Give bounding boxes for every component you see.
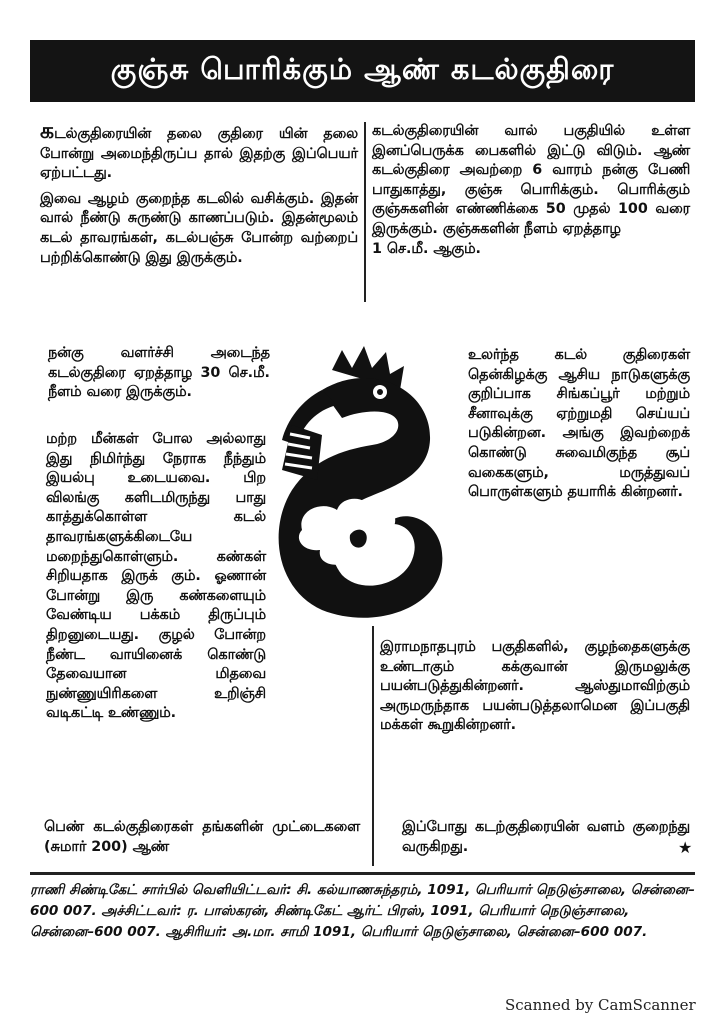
- column-divider-lower: [372, 626, 374, 866]
- right-column-top: [372, 122, 690, 265]
- left-column-mid: [48, 344, 270, 409]
- left-column-bottom: [44, 818, 360, 863]
- article-title: [30, 40, 695, 102]
- left-column-long: [46, 430, 266, 730]
- paragraph-decline: இப்போது கடற்குதிரையின் வளம் குறைந்து வருகிறது.: [402, 819, 690, 855]
- paragraph-export: உலர்ந்த கடல் குதிரைகள் தென்கிழக்கு ஆசிய நாடுகளுக்கு குறிப்பாக சிங்கப்பூர் மற்றும் சீனாவுக்கு ஏற்றுமதி செய்யப் படுகின்றன. அங்கு இவற்றைக் கொண்டு சுவைமிகுந்த சூப் வகைகளும், மருத்துவப் பொருள்களும் தயாரிக் கின்றனர்.: [468, 347, 690, 501]
- paragraph-medicine: இராமநாதபுரம் பகுதிகளில், குழந்தைகளுக்கு உண்டாகும் கக்குவான் இருமலுக்கு பயன்படுத்துகின்றனர். ஆஸ்துமாவிற்கும் அருமருந்தாக பயன்படுத்தலாமென இப்பகுதி மக்கள் கூறுகின்றனர்.: [380, 639, 690, 734]
- paragraph-size: நன்கு வளர்ச்சி அடைந்த கடல்குதிரை ஏறத்தாழ 30 செ.மீ. நீளம் வரை இருக்கும்.: [48, 345, 270, 401]
- right-column-end: [402, 818, 693, 863]
- end-star-icon: ★: [678, 838, 693, 857]
- right-column-bottom: [380, 638, 690, 742]
- scanner-watermark: Scanned by CamScanner: [505, 996, 696, 1014]
- paragraph-eggs: பெண் கடல்குதிரைகள் தங்களின் முட்டைகளை (சுமார் 200) ஆண்: [44, 819, 360, 855]
- paragraph-breeding: கடல்குதிரையின் வால் பகுதியில் உள்ள இனப்பெருக்க பைகளில் இட்டு விடும். ஆண் கடல்குதிரை அவற்றை 6 வாரம் நன்கு பேணி பாதுகாத்து, குஞ்சு பொரிக்கும். பொரிக்கும் குஞ்சுகளின் எண்ணிக்கை 50 முதல் 100 வரை இருக்கும். குஞ்சுகளின் நீளம் ஏறத்தாழ: [372, 123, 690, 237]
- article-title-text: குஞ்சு பொரிக்கும் ஆண் கடல்குதிரை: [110, 52, 615, 86]
- column-divider: [364, 122, 366, 302]
- paragraph-swimming: மற்ற மீன்கள் போல அல்லாது இது நிமிர்ந்து நேராக நீந்தும் இயல்பு உடையவை. பிற விலங்கு களிடமிருந்து பாது காத்துக்கொள்ள கடல் தாவரங்களுக்கிடையே மறைந்துகொள்ளும். கண்கள் சிறியதாக இருக் கும். ஓணான் போன்று இரு கண்களையும் வேண்டிய பக்கம் திருப்பும் திறனுடையது. குழல் போன்ற நீண்ட வாயினைக் கொண்டு தேவையான மிதவை நுண்ணுயிரிகளை உறிஞ்சி வடிகட்டி உண்ணும்.: [46, 431, 266, 722]
- seahorse-illustration: [262, 330, 472, 630]
- left-column-top: [40, 119, 358, 274]
- paragraph-habitat: இவை ஆழம் குறைந்த கடலில் வசிக்கும். இதன் வால் நீண்டு சுருண்டு காணப்படும். இதன்மூலம் கடல் தாவரங்கள், கடல்பஞ்சு போன்ற வற்றைப் பற்றிக்கொண்டு இது இருக்கும்.: [40, 190, 358, 266]
- footer-divider: [30, 872, 695, 875]
- publisher-footer: ராணி சிண்டிகேட் சார்பில் வெளியிட்டவர்: சி. கல்யாணசுந்தரம், 1091, பெரியார் நெடுஞ்சாலை, சென்னை–600 007. அச்சிட்டவர்: ர. பாஸ்கரன், சிண்டிகேட் ஆர்ட் பிரஸ், 1091, பெரியார் நெடுஞ்சாலை, சென்னை–600 007. ஆசிரியர்: அ.மா. சாமி 1091, பெரியார் நெடுஞ்சாலை, சென்னை–600 007.: [30, 882, 695, 940]
- right-column-mid: [468, 346, 690, 509]
- paragraph-intro: [40, 119, 358, 184]
- paragraph-intro-text: டல்குதிரையின் தலை குதிரை யின் தலை போன்று அமைந்திருப்ப தால் இதற்கு இப்பெயர் ஏற்பட்டது.: [40, 126, 358, 182]
- paragraph-breeding-end: 1 செ.மீ. ஆகும்.: [372, 240, 481, 257]
- drop-cap: க: [40, 119, 55, 144]
